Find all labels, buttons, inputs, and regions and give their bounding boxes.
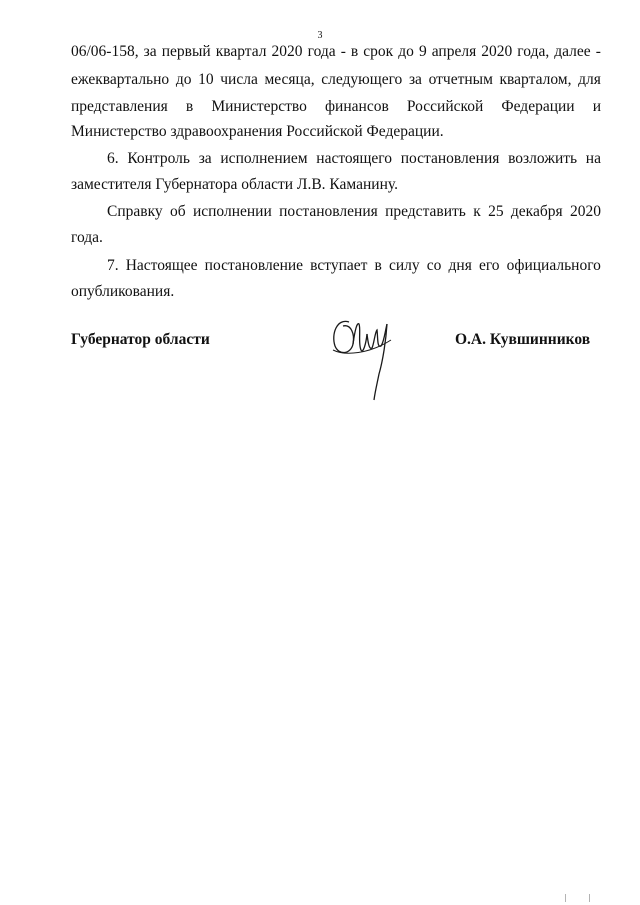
word: за xyxy=(408,71,422,88)
word: квартал xyxy=(215,43,267,60)
word: месяца, xyxy=(264,71,315,88)
word: постановления xyxy=(279,203,378,220)
word: декабря xyxy=(510,203,563,220)
word: - xyxy=(595,43,601,60)
word: до xyxy=(175,71,192,88)
word: на xyxy=(585,150,601,167)
word: 06/06-158, xyxy=(71,43,139,60)
word: апреля xyxy=(431,43,477,60)
report-paragraph-line-2: года. xyxy=(71,229,103,246)
signatory-position: Губернатор области xyxy=(71,331,210,348)
word: Контроль xyxy=(127,150,190,167)
word: ежеквартально xyxy=(71,71,170,88)
word: Федерации xyxy=(501,98,575,115)
word: его xyxy=(478,257,500,274)
word: финансов xyxy=(325,98,389,115)
word: Справку xyxy=(107,203,163,220)
word: силу xyxy=(388,257,420,274)
signatory-name: О.А. Кувшинников xyxy=(455,331,591,348)
paragraph-6-line-2: заместителя Губернатора области Л.В. Каманину. xyxy=(71,176,398,193)
paragraph-6-line-1 xyxy=(107,149,601,169)
word: 2020 xyxy=(569,203,601,220)
word: исполнением xyxy=(220,150,308,167)
word: для xyxy=(578,71,601,88)
word: первый xyxy=(161,43,211,60)
word: 10 xyxy=(198,71,214,88)
word: к xyxy=(473,203,481,220)
word: настоящего xyxy=(316,150,393,167)
page-number: 3 xyxy=(317,30,323,41)
paragraph-5-line-2 xyxy=(71,70,601,90)
paragraph-5-line-1 xyxy=(71,42,601,62)
word: представить xyxy=(385,203,466,220)
footer-marks: | | xyxy=(565,893,601,902)
word: постановление xyxy=(204,257,304,274)
word: далее xyxy=(554,43,591,60)
word: года xyxy=(307,43,336,60)
word: представления xyxy=(71,98,168,115)
word: со xyxy=(426,257,442,274)
word: в xyxy=(350,43,359,60)
word: за xyxy=(198,150,212,167)
word: 6. xyxy=(107,150,119,167)
word: отчетным xyxy=(428,71,493,88)
paragraph-7-line-2: опубликования. xyxy=(71,283,175,300)
word: кварталом, xyxy=(499,71,572,88)
word: 25 xyxy=(488,203,504,220)
paragraph-7-line-1 xyxy=(107,256,601,276)
word: в xyxy=(185,98,194,115)
word: 2020 xyxy=(481,43,513,60)
word: срок xyxy=(363,43,394,60)
paragraph-5-line-4: Министерство здравоохранения Российской Федерации. xyxy=(71,123,444,140)
word: официального xyxy=(506,257,601,274)
word: 2020 xyxy=(271,43,303,60)
paragraph-5-line-3 xyxy=(71,97,601,117)
word: числа xyxy=(220,71,258,88)
word: об xyxy=(169,203,186,220)
report-paragraph-line-1 xyxy=(107,202,601,222)
word: Министерство xyxy=(211,98,307,115)
word: года, xyxy=(517,43,550,60)
word: 9 xyxy=(418,43,427,60)
word: дня xyxy=(448,257,472,274)
word: - xyxy=(340,43,346,60)
word: Российской xyxy=(406,98,484,115)
word: вступает xyxy=(310,257,368,274)
word: исполнении xyxy=(192,203,272,220)
word: до xyxy=(398,43,414,60)
word: следующего xyxy=(321,71,403,88)
word: в xyxy=(374,257,382,274)
word: постановления xyxy=(400,150,500,167)
word: 7. xyxy=(107,257,119,274)
word: возложить xyxy=(508,150,578,167)
word: и xyxy=(592,98,601,115)
word: за xyxy=(143,43,157,60)
word: Настоящее xyxy=(125,257,198,274)
handwritten-signature xyxy=(325,310,400,405)
